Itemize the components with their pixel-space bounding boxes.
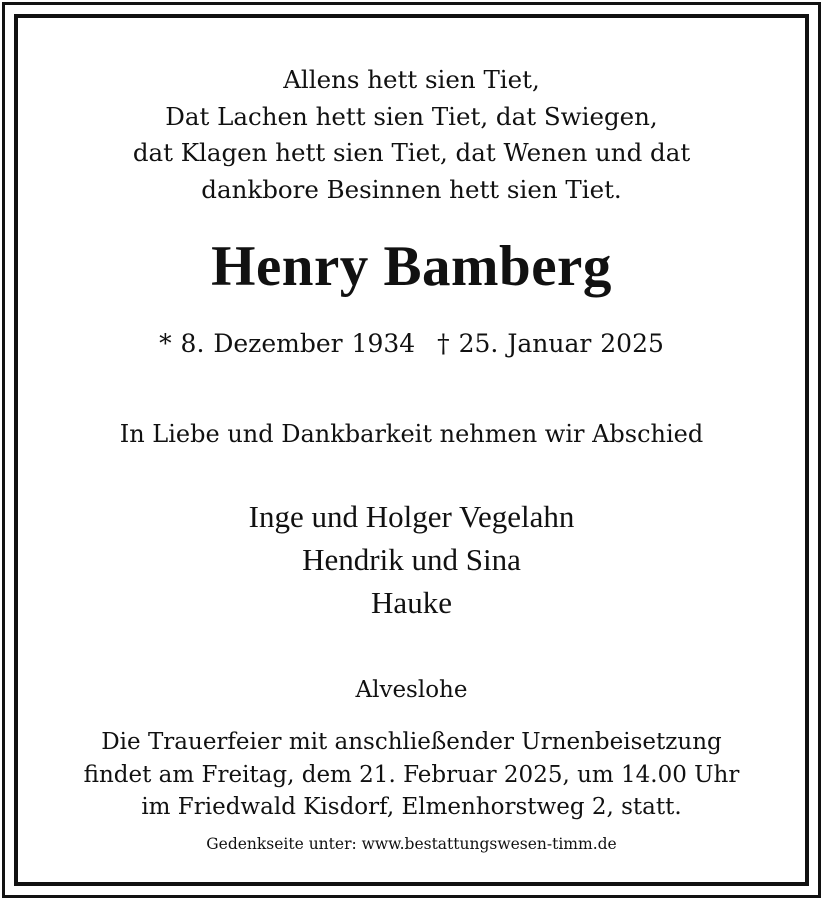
birth-date: * 8. Dezember 1934 — [159, 329, 416, 358]
verse-line: dat Klagen hett sien Tiet, dat Wenen und dat — [132, 138, 691, 167]
farewell-text: In Liebe und Dankbarkeit nehmen wir Abschied — [119, 420, 704, 448]
verse — [0, 62, 823, 208]
service-line: Die Trauerfeier mit anschließender Urnenbeisetzung — [101, 729, 722, 755]
mourners — [0, 495, 823, 624]
verse-line: Dat Lachen hett sien Tiet, dat Swiegen, — [165, 101, 658, 131]
death-date: † 25. Januar 2025 — [437, 329, 664, 358]
deceased-name: Henry Bamberg — [211, 235, 612, 298]
service-info — [0, 726, 823, 824]
verse-line: dankbore Besinnen hett sien Tiet. — [201, 174, 622, 204]
mourner-line: Hendrik und Sina — [302, 542, 521, 577]
mourner-line: Hauke — [371, 585, 452, 620]
service-line: im Friedwald Kisdorf, Elmenhorstweg 2, statt. — [141, 794, 682, 820]
verse-line: Allens hett sien Tiet, — [283, 65, 540, 94]
life-dates — [0, 326, 823, 362]
mourner-line: Inge und Holger Vegelahn — [248, 499, 575, 534]
memorial-page-link: Gedenkseite unter: www.bestattungswesen-timm.de — [206, 835, 617, 853]
service-line: findet am Freitag, dem 21. Februar 2025, um 14.00 Uhr — [83, 761, 740, 788]
place-name: Alveslohe — [355, 677, 468, 703]
